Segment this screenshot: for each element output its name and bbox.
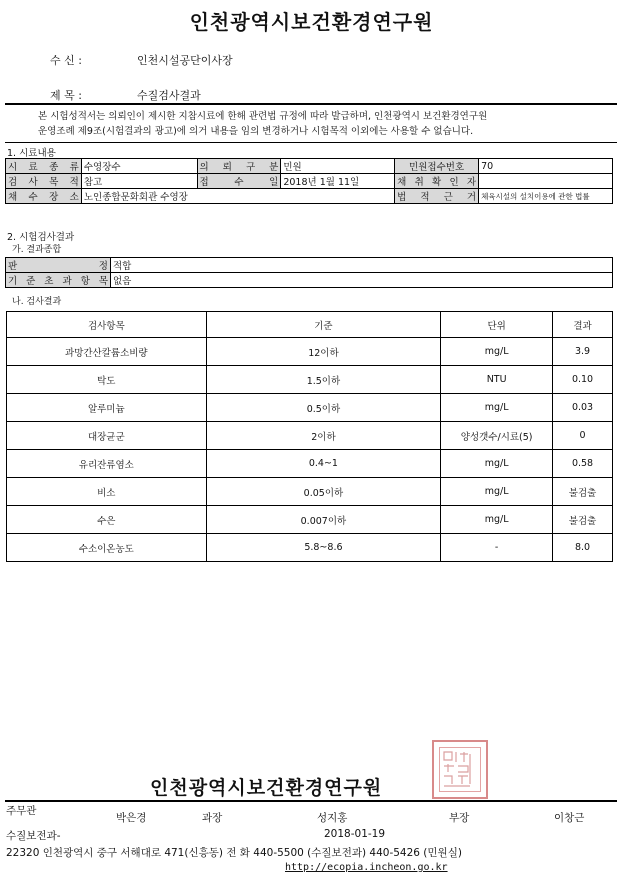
- column-header: 기준: [206, 312, 441, 338]
- address-phone: 22320 인천광역시 중구 서해대로 471(신흥동) 전 화 440-5500 (수질보전과) 440-5426 (민원실): [6, 847, 462, 859]
- cell-item: 유리잔류염소: [7, 450, 207, 478]
- cell-standard: 12이하: [206, 338, 441, 366]
- issue-date: 2018-01-19: [324, 828, 386, 840]
- cell-label: 채 수 장 소: [6, 189, 82, 204]
- summary-table: [5, 257, 613, 288]
- cell-item: 알루미늄: [7, 394, 207, 422]
- cell-value: 2018년 1월 11일: [281, 174, 395, 189]
- staff-role: 부장: [449, 812, 470, 824]
- table-row: [6, 273, 613, 288]
- cell-result: 0.58: [553, 450, 613, 478]
- cell-unit: -: [441, 534, 553, 562]
- cell-value: 체육시설의 설치이용에 관한 법률: [479, 189, 613, 204]
- table-row: [7, 506, 613, 534]
- recipient-value: 인천시설공단이사장: [137, 54, 233, 67]
- cell-value: 수영장수: [81, 159, 197, 174]
- seal-glyphs: [434, 742, 482, 793]
- cell-item: 비소: [7, 478, 207, 506]
- table-row: [7, 422, 613, 450]
- cell-result: 불검출: [553, 506, 613, 534]
- cell-item: 대장균군: [7, 422, 207, 450]
- cell-label: 시 료 종 류: [6, 159, 82, 174]
- cell-label: 기 준 초 과 항 목: [6, 273, 111, 288]
- staff-name: 성지홍: [317, 812, 348, 824]
- column-header: 검사항목: [7, 312, 207, 338]
- cell-result: 0.10: [553, 366, 613, 394]
- table-row: [7, 450, 613, 478]
- cell-standard: 0.4~1: [206, 450, 441, 478]
- notice-text: [38, 109, 613, 139]
- cell-value: 없음: [110, 273, 612, 288]
- sample-section-title: 1. 시료내용: [7, 148, 56, 159]
- website-link[interactable]: http://ecopia.incheon.go.kr: [285, 862, 448, 873]
- table-row: [7, 478, 613, 506]
- cell-item: 수소이온농도: [7, 534, 207, 562]
- cell-value: [479, 174, 613, 189]
- footer-org-name: 인천광역시보건환경연구원: [150, 777, 383, 799]
- cell-unit: mg/L: [441, 394, 553, 422]
- staff-role: 주무관: [6, 805, 37, 817]
- cell-result: 0: [553, 422, 613, 450]
- table-row: [7, 366, 613, 394]
- cell-value: 70: [479, 159, 613, 174]
- summary-subtitle: 가. 결과종합: [12, 245, 62, 255]
- staff-role: 과장: [202, 812, 223, 824]
- cell-unit: NTU: [441, 366, 553, 394]
- cell-result: 8.0: [553, 534, 613, 562]
- cell-unit: 양성갯수/시료(5): [441, 422, 553, 450]
- cell-standard: 1.5이하: [206, 366, 441, 394]
- column-header: 단위: [441, 312, 553, 338]
- cell-label: 의 뢰 구 분: [197, 159, 281, 174]
- cell-standard: 2이하: [206, 422, 441, 450]
- footer-divider: [5, 800, 617, 802]
- cell-unit: mg/L: [441, 478, 553, 506]
- cell-label: 채 취 확 인 자: [395, 174, 479, 189]
- recipient-label: 수 신 :: [50, 54, 82, 67]
- cell-standard: 0.007이하: [206, 506, 441, 534]
- cell-label: 검 사 목 적: [6, 174, 82, 189]
- cell-value: 적합: [110, 258, 612, 273]
- cell-result: 3.9: [553, 338, 613, 366]
- cell-unit: mg/L: [441, 506, 553, 534]
- results-subtitle: 나. 검사결과: [12, 297, 62, 307]
- table-row: [6, 189, 613, 204]
- cell-result: 0.03: [553, 394, 613, 422]
- table-row: [7, 534, 613, 562]
- department-number: 수질보전과-: [6, 830, 61, 842]
- cell-label: 접 수 일: [197, 174, 281, 189]
- table-row: [7, 338, 613, 366]
- cell-standard: 0.5이하: [206, 394, 441, 422]
- subject-value: 수질검사결과: [137, 89, 201, 102]
- table-header-row: [7, 312, 613, 338]
- document-title: 인천광역시보건환경연구원: [189, 10, 434, 34]
- results-table: [6, 311, 613, 562]
- cell-value: 노인종합문화회관 수영장: [81, 189, 394, 204]
- table-row: [6, 174, 613, 189]
- subject-label: 제 목 :: [50, 89, 82, 102]
- sample-info-table: [5, 158, 613, 204]
- official-seal: [432, 740, 488, 799]
- cell-value: 참고: [81, 174, 197, 189]
- cell-label: 법 적 근 거: [395, 189, 479, 204]
- staff-name: 박은경: [116, 812, 147, 824]
- cell-unit: mg/L: [441, 338, 553, 366]
- staff-name: 이창근: [554, 812, 585, 824]
- table-row: [6, 159, 613, 174]
- cell-item: 수은: [7, 506, 207, 534]
- cell-label: 판 정: [6, 258, 111, 273]
- notice-divider: [5, 142, 617, 143]
- column-header: 결과: [553, 312, 613, 338]
- cell-label: 민원접수번호: [395, 159, 479, 174]
- header-divider: [5, 103, 617, 105]
- notice-line: 운영조례 제9조(시험결과의 광고)에 의거 내용을 임의 변경하거나 시험목적 이외에는 사용할 수 없습니다.: [38, 126, 474, 137]
- table-row: [7, 394, 613, 422]
- cell-unit: mg/L: [441, 450, 553, 478]
- table-row: [6, 258, 613, 273]
- cell-result: 불검출: [553, 478, 613, 506]
- cell-value: 민원: [281, 159, 395, 174]
- cell-standard: 5.8~8.6: [206, 534, 441, 562]
- notice-line: 본 시험성적서는 의뢰인이 제시한 지참시료에 한해 관련법 규정에 따라 발급하며, 인천광역시 보건환경연구원: [38, 111, 488, 122]
- cell-item: 과망간산칼륨소비량: [7, 338, 207, 366]
- cell-item: 탁도: [7, 366, 207, 394]
- cell-standard: 0.05이하: [206, 478, 441, 506]
- results-section-title: 2. 시험검사결과: [7, 232, 75, 243]
